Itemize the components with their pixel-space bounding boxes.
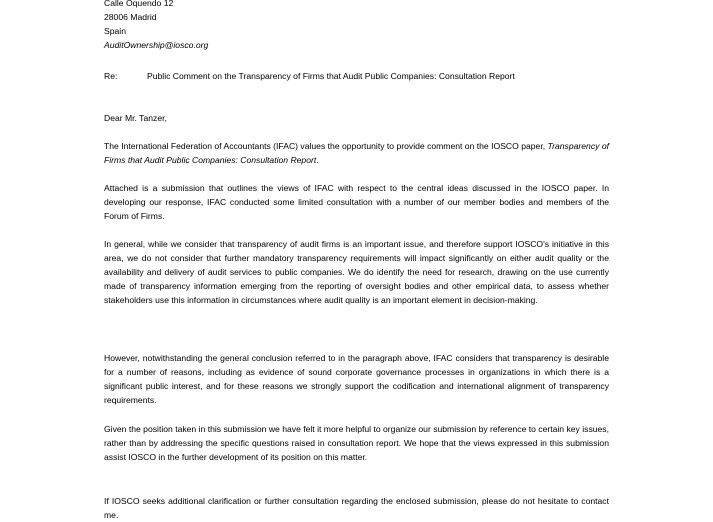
recipient-address: [104, 0, 404, 52]
paragraph-2: Attached is a submission that outlines the views of IFAC with respect to the central ideas discussed in the IOSCO paper. In developing our response, IFAC conducted some limited consultation with a number of our member bodies and members of the Forum of Firms.: [104, 183, 609, 221]
paragraph-4: However, notwithstanding the general conclusion referred to in the paragraph above, IFAC considers that transparency is desirable for a number of reasons, including as evidence of sound corporate governance processes in organizations in which there is a significant public interest, and for these reasons we strongly support the codification and international alignment of transparency requirements.: [104, 353, 609, 405]
paragraph-5: Given the position taken in this submission we have felt it more helpful to organize our submission by reference to certain key issues, rather than by addressing the specific questions raised in consultation report. We hope that the views expressed in this submission assist IOSCO in the further development of its position on this matter.: [104, 424, 609, 462]
address-street: Calle Oquendo 12: [104, 0, 174, 8]
salutation: Dear Mr. Tanzer,: [104, 113, 167, 123]
paper-title: Transparency of Firms that Audit Public Companies: Consultation Report: [104, 141, 609, 165]
paragraph-1: [104, 139, 609, 167]
address-email: AuditOwnership@iosco.org: [104, 40, 209, 50]
paragraph-1-text: The International Federation of Accountants (IFAC) values the opportunity to provide comment on the IOSCO paper,: [104, 141, 548, 151]
re-label: Re:: [104, 71, 118, 81]
address-city: 28006 Madrid: [104, 12, 157, 22]
address-country: Spain: [104, 26, 126, 36]
paragraph-3: In general, while we consider that transparency of audit firms is an important issue, and therefore support IOSCO's initiative in this area, we do not consider that further mandatory transparency requirements will impact significantly on either audit quality or the availability and delivery of audit services to public companies. We do identify the need for research, drawing on the use currently made of transparency information emerging from the reporting of oversight bodies and other empirical data, to assess whether stakeholders use this information in circumstances where audit quality is an important element in decision-making.: [104, 239, 609, 305]
paragraph-1-end: .: [316, 155, 319, 165]
paragraph-6: If IOSCO seeks additional clarification or further consultation regarding the enclosed submission, please do not hesitate to contact me.: [104, 496, 609, 520]
re-subject: Public Comment on the Transparency of Firms that Audit Public Companies: Consultation Report: [147, 71, 515, 81]
